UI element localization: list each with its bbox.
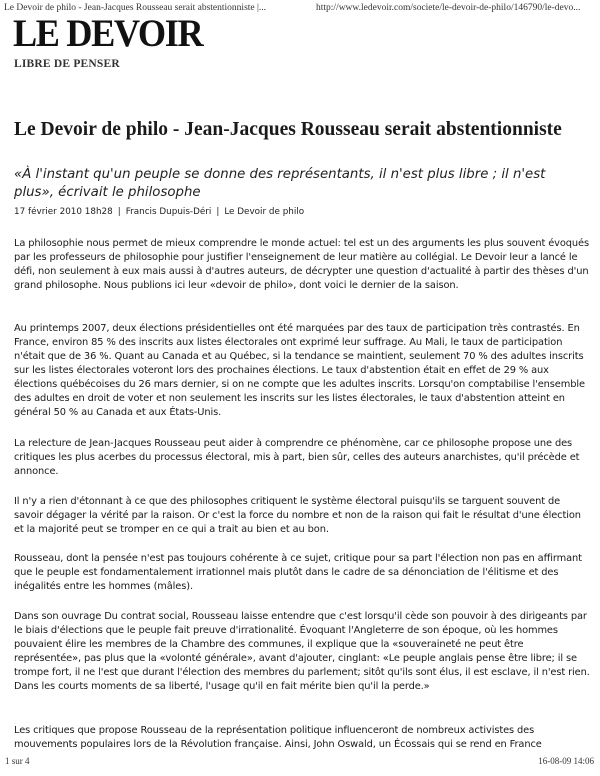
article-paragraph: Au printemps 2007, deux élections présidentielles ont été marquées par des taux de participation très contrastés. En France, environ 85 % des inscrits aux listes électorales ont exprimé leur suffrage. Au Mali, le taux de participation n'était que de 36 %. Quant au Canada et au Québec, si la tendance se maintient, seulement 70 % des adultes inscrits sur les listes électorales voteront lors des prochaines élections. Le taux d'abstention était en effet de 29 % aux élections québécoises du 26 mars dernier, si on ne compte que les adultes inscrits. Lorsqu'on comptabilise l'ensemble des adultes en droit de voter et non seulement les inscrits sur les listes électorales, le taux d'abstention atteint en général 50 % au Canada et aux États-Unis.: [14, 323, 585, 418]
meta-separator: |: [117, 207, 121, 217]
article-paragraph: Rousseau, dont la pensée n'est pas toujours cohérente à ce sujet, critique pour sa part l'élection non pas en affirmant que le peuple est fondamentalement irrationnel mais plutôt dans le cadre de sa dénonciation de l'élitisme et des inégalités entre les hommes (mâles).: [14, 553, 582, 592]
article-section: Le Devoir de philo: [224, 207, 305, 217]
logo-tagline: LIBRE DE PENSER: [14, 58, 120, 70]
article-paragraph: La relecture de Jean-Jacques Rousseau peut aider à comprendre ce phénomène, car ce philosophe propose une des critiques les plus acerbes du processus électoral, mis à part, bien sûr, celles des auteurs anarchistes, qu'il précède et annonce.: [14, 438, 580, 477]
article-title: Le Devoir de philo - Jean-Jacques Rousseau serait abstentionniste: [14, 119, 562, 140]
print-footer-page: 1 sur 4: [5, 756, 30, 766]
print-header-url: http://www.ledevoir.com/societe/le-devoir-de-philo/146790/le-devo...: [316, 3, 581, 13]
article-subtitle: «À l'instant qu'un peuple se donne des représentants, il n'est plus libre ; il n'est plus», écrivait le philosophe: [14, 167, 546, 200]
article-paragraph: La philosophie nous permet de mieux comprendre le monde actuel: tel est un des arguments les plus souvent évoqués par les professeurs de philosophie pour justifier l'enseignement de leur matière au collégial. Le Devoir leur a lancé le défi, non seulement à eux mais aussi à d'autres auteurs, de décrypter une question d'actualité à partir des thèses d'un grand philosophe. Nous publions ici leur «devoir de philo», dont voici le dernier de la saison.: [14, 238, 589, 291]
print-footer-timestamp: 16-08-09 14:06: [538, 756, 594, 766]
print-header-title: Le Devoir de philo - Jean-Jacques Rousseau serait abstentionniste |...: [4, 3, 267, 13]
article-meta: [14, 207, 304, 217]
article-paragraph: Dans son ouvrage Du contrat social, Rousseau laisse entendre que c'est lorsqu'il cède son pouvoir à des dirigeants par le biais d'élections que le peuple fait preuve d'irrationalité. Évoquant l'Angleterre de son époque, où les hommes pouvaient élire les membres de la Chambre des communes, il explique que la «souveraineté ne peut être représentée», pas plus que la «volonté générale», avant d'ajouter, cinglant: «Le peuple anglais pense être libre; il se trompe fort, il ne l'est que durant l'élection des membres du parlement; sitôt qu'ils sont élus, il est esclave, il n'est rien. Dans les courts moments de sa liberté, l'usage qu'il en fait mérite bien qu'il la perde.»: [14, 611, 590, 692]
article-author: Francis Dupuis-Déri: [125, 207, 212, 217]
article-paragraph: Les critiques que propose Rousseau de la représentation politique influenceront de nombreux activistes des mouvements populaires lors de la Révolution française. Ainsi, John Oswald, un Écossais qui se rend en France: [14, 725, 542, 750]
article-paragraph: Il n'y a rien d'étonnant à ce que des philosophes critiquent le système électoral puisqu'ils se targuent souvent de savoir dégager la vérité par la raison. Or c'est la force du nombre et non de la raison qui fait le résultat d'une élection et la majorité peut se tromper en ce qui a trait au bien et au bon.: [14, 496, 581, 535]
meta-separator: |: [216, 207, 220, 217]
article-date: 17 février 2010 18h28: [14, 207, 113, 217]
le-devoir-logo: LE DEVOIR: [13, 12, 203, 55]
